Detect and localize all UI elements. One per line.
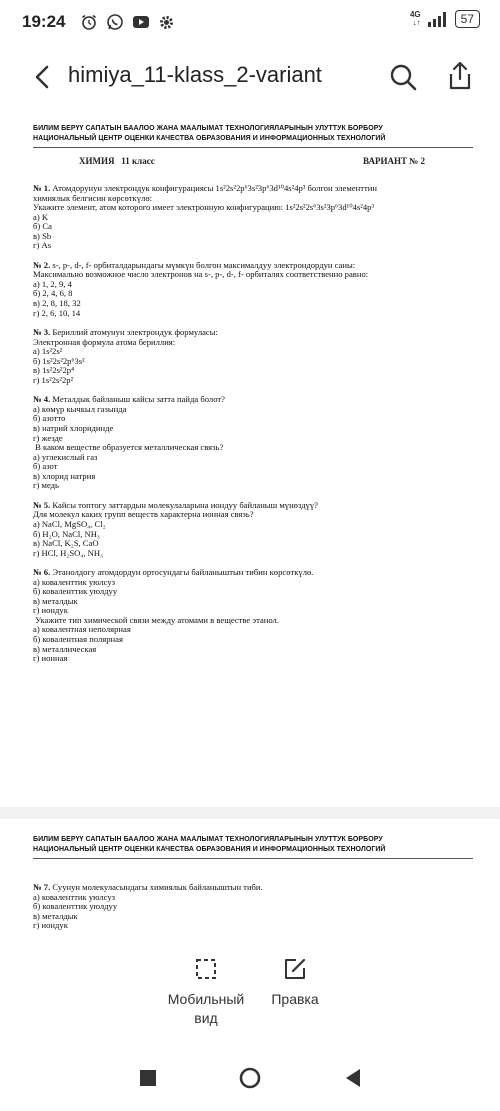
answer-option: б) коваленттик уюлдуу: [33, 586, 118, 597]
question-text: Атомдорунун электрондук конфигурациясы 1s²2s²2p⁶3s²3p⁶3d¹⁰4s²4p³ болгон элементтин: [50, 183, 377, 193]
answer-option: г) жезде: [33, 432, 63, 443]
answer-option: в) NaCl, K₂S, CaO: [33, 538, 99, 549]
recent-apps-icon[interactable]: [138, 1068, 158, 1088]
battery-indicator: 57: [455, 10, 480, 28]
answer-option: г) 1s²2s²2p²: [33, 374, 74, 385]
share-icon[interactable]: [445, 60, 475, 92]
page-separator: [0, 807, 500, 819]
question-1: [33, 184, 473, 251]
answer-option: в) натрий хлоридинде: [33, 423, 114, 434]
answer-option: а) углекислый газ: [33, 451, 98, 462]
question-number: № 4.: [33, 394, 51, 405]
question-3: [33, 328, 473, 385]
answer-option: а) коваленттик уюлсуз: [33, 891, 116, 902]
question-line: Укажите элемент, атом которого имеет электронную конфигурацию: 1s²2s²2s⁶3s²3p⁶3d¹⁰4s²4p³: [33, 202, 375, 213]
system-navigation-bar: [0, 1060, 500, 1100]
settings-gear-icon: [158, 14, 175, 31]
question-line: Электронная формула атома бериллия:: [33, 336, 176, 347]
network-type: 4G ↓↑: [409, 10, 421, 27]
answer-option: а) көмүр кычкыл газында: [33, 403, 127, 414]
answer-option: г) иондук: [33, 605, 68, 616]
document-page-2: [33, 835, 473, 941]
answer-option: а) NaCl, MgSO₄, Cl₂: [33, 518, 106, 529]
question-4: [33, 395, 473, 490]
document-page-1: [33, 124, 473, 674]
answer-option: г) медь: [33, 480, 59, 491]
status-bar: [0, 0, 500, 46]
answer-option: г) HCl, H₂SO₄, NH₃: [33, 547, 104, 558]
bottom-actions: [0, 956, 500, 1030]
signal-icon: [427, 11, 449, 27]
back-icon[interactable]: [344, 1068, 362, 1088]
home-icon[interactable]: [238, 1066, 262, 1090]
edit-icon: [282, 956, 308, 982]
question-line: Укажите тип химической связи между атомами в веществе этанол.: [33, 614, 279, 625]
question-text: Металдык байланыш кайсы затта пайда болот?: [50, 394, 225, 405]
page-header-kg: БИЛИМ БЕРҮҮ САПАТЫН БААЛОО ЖАНА МААЛЫМАТ ТЕХНОЛОГИЯЛАРЫНЫН УЛУТТУК БОРБОРУ: [33, 125, 383, 132]
question-text: s-, p-, d-, f- орбиталдарындагы мүмкүн болгон максималдуу электрондордун саны:: [50, 259, 356, 270]
app-bar: [0, 52, 500, 102]
whatsapp-icon: [106, 13, 124, 31]
question-number: № 3.: [33, 327, 51, 338]
question-number: № 5.: [33, 499, 51, 510]
answer-option: б) азот: [33, 461, 58, 472]
question-line: химиялык белгисин көрсөткүлө:: [33, 192, 152, 203]
question-text: Бериллий атомунун электрондук формуласы:: [50, 327, 218, 338]
document-title: himiya_11-klass_2-variant: [68, 62, 322, 87]
page-header-kg: БИЛИМ БЕРҮҮ САПАТЫН БААЛОО ЖАНА МААЛЫМАТ ТЕХНОЛОГИЯЛАРЫНЫН УЛУТТУК БОРБОРУ: [33, 836, 383, 843]
back-arrow-icon[interactable]: [28, 62, 58, 92]
subject-label: ХИМИЯ 11 класс: [79, 156, 155, 166]
answer-option: б) коваленттик уюлдуу: [33, 901, 118, 912]
answer-option: в) хлорид натрия: [33, 470, 96, 481]
question-6: [33, 568, 473, 663]
answer-option: а) 1, 2, 9, 4: [33, 278, 72, 289]
answer-option: б) 1s²2s²2p⁶3s²: [33, 355, 85, 366]
question-number: № 1.: [33, 183, 51, 193]
answer-option: г) 2, 6, 10, 14: [33, 307, 81, 318]
answer-option: б) ковалентная полярная: [33, 633, 123, 644]
answer-option: а) ковалентная неполярная: [33, 624, 131, 635]
mobile-view-button[interactable]: Мобильный вид: [158, 956, 254, 1028]
question-line: В каком веществе образуется металлическая связь?: [33, 442, 224, 453]
question-line: Максимально возможное число электронов на s-, p-, d-, f- орбиталях соответственно равно:: [33, 269, 369, 280]
question-number: № 2.: [33, 259, 51, 270]
page-header-ru: НАЦИОНАЛЬНЫЙ ЦЕНТР ОЦЕНКИ КАЧЕСТВА ОБРАЗОВАНИЯ И ИНФОРМАЦИОННЫХ ТЕХНОЛОГИЙ: [33, 846, 386, 853]
answer-option: в) металдык: [33, 910, 78, 921]
question-2: [33, 261, 473, 318]
answer-option: в) Sb: [33, 230, 52, 241]
answer-option: а) коваленттик уюлсуз: [33, 576, 116, 587]
question-number: № 6.: [33, 567, 51, 578]
status-time: 19:24: [22, 12, 66, 31]
youtube-icon: [132, 15, 150, 29]
question-text: Кайсы топтогу заттардын молекулаларына иондуу байланыш мүнөздүү?: [50, 499, 318, 510]
search-icon[interactable]: [388, 62, 418, 92]
document-viewer[interactable]: [0, 110, 500, 948]
question-list: [33, 184, 473, 664]
answer-option: а) 1s²2s²: [33, 346, 63, 357]
answer-option: в) металдык: [33, 595, 78, 606]
answer-option: в) 1s²2s²2p⁴: [33, 365, 75, 376]
question-number: № 7.: [33, 882, 51, 892]
answer-option: в) 2, 8, 18, 32: [33, 298, 81, 309]
question-5: [33, 501, 473, 558]
answer-option: г) иондук: [33, 920, 68, 931]
mobile-view-icon: [193, 956, 219, 982]
edit-button[interactable]: Правка: [262, 956, 328, 1009]
question-7: [33, 883, 473, 931]
question-text: Суунун молекуласындагы химиялык байланыштын тиби.: [50, 882, 263, 892]
answer-option: б) 2, 4, 6, 8: [33, 288, 73, 299]
question-text: Этанолдогу атомдордун ортосундагы байланыштын тибин көрсөткүлө.: [50, 567, 314, 578]
question-list: [33, 883, 473, 931]
answer-option: г) ионная: [33, 653, 68, 664]
answer-option: б) Ca: [33, 221, 52, 232]
answer-option: г) As: [33, 240, 52, 251]
alarm-icon: [80, 13, 98, 31]
answer-option: б) азотто: [33, 413, 66, 424]
page-header-ru: НАЦИОНАЛЬНЫЙ ЦЕНТР ОЦЕНКИ КАЧЕСТВА ОБРАЗОВАНИЯ И ИНФОРМАЦИОННЫХ ТЕХНОЛОГИЙ: [33, 135, 386, 142]
answer-option: б) H₂O, NaCl, NH₃: [33, 528, 100, 539]
variant-label: ВАРИАНТ № 2: [363, 156, 425, 166]
question-line: Для молекул каких групп веществ характерна ионная связь?: [33, 509, 254, 520]
answer-option: а) K: [33, 211, 49, 222]
answer-option: в) металлическая: [33, 643, 97, 654]
